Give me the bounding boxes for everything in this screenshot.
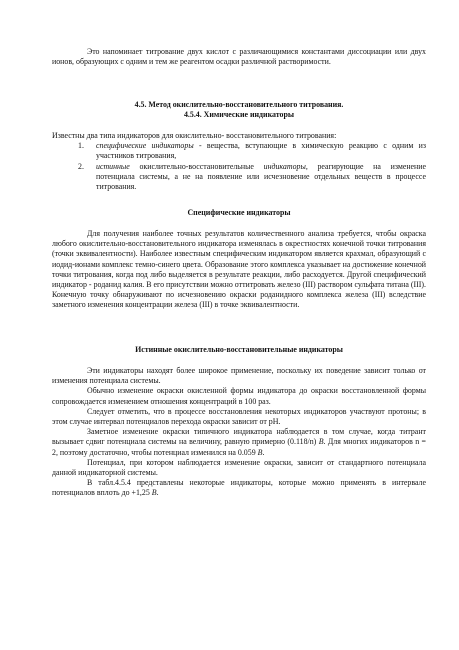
intro-paragraph: Это напоминает титрование двух кислот с различающимися константами диссоциации или двух ионов, образующих с одним и тем же реагентом осадки различной растворимости. bbox=[52, 47, 426, 67]
list-item-text-mid: окислительно-восстановительные bbox=[129, 161, 264, 171]
true-paragraph-5: Потенциал, при котором наблюдается изменение окраски, зависит от стандартного потенциала данной индикаторной системы. bbox=[52, 457, 426, 478]
indicator-types-list bbox=[52, 141, 426, 192]
list-item-text: , реагирующие на изменение потенциала системы, а не на появление или исчезновение отдельных веществ в процессе титрования. bbox=[96, 161, 427, 192]
subsection-heading: 4.5.4. Химические индикаторы bbox=[183, 110, 295, 120]
list-item-term: индикаторы bbox=[263, 161, 306, 171]
true-heading: Истинные окислительно-восстановительные индикаторы bbox=[135, 345, 343, 354]
specific-heading-block bbox=[52, 208, 426, 218]
intro-paragraph-block bbox=[52, 47, 426, 67]
specific-heading: Специфические индикаторы bbox=[187, 208, 291, 217]
unit-volt: В bbox=[257, 447, 263, 457]
text-run: В табл.4.5.4 представлены некоторые индикаторы, которые можно применять в интервале потенциалов вплоть до +1,25 bbox=[52, 478, 426, 498]
true-paragraph-6 bbox=[52, 478, 426, 498]
true-paragraph-2: Обычно изменение окраски окисленной формы индикатора до окраски восстановленной формы сопровождается изменением отношения концентраций в 100 раз. bbox=[52, 386, 426, 406]
specific-paragraph: Для получения наиболее точных результатов количественного анализа требуется, чтобы окраска любого окислительно-восстановительного индикатора изменялась в окрестностях конечной точки титрования (точки эквивалентности). Наиболее известным специфическим индикатором является крахмал, образующий с иодид-ионами комплекс темно-синего цвета. Образование этого комплекса указывает на достижение конечной точки титрования, когда под либо выделяется в результате реакции, либо расходуется. Другой специфический индикатор - роданид калия. В его присутствии можно оттитровать железо (III) раствором сульфата титана (III). Конечную точку обнаруживают по исчезновению окраски роданидного комплекса железа (III) вследствие заметного изменения концентрации железа (III) в точке эквивалентности. bbox=[52, 229, 426, 310]
section-heading-block bbox=[52, 100, 426, 120]
true-paragraph-1: Эти индикаторы находят более широкое применение, поскольку их поведение зависит только от изменения потенциала системы. bbox=[52, 366, 426, 386]
text-run: . bbox=[156, 488, 159, 498]
specific-paragraph-block bbox=[52, 229, 426, 311]
list-item bbox=[52, 162, 426, 193]
list-item-term-prefix: истинные bbox=[96, 161, 130, 171]
unit-volt: В bbox=[318, 437, 324, 447]
text-run: . Для многих индикаторов n = 2, поэтому достаточно, чтобы потенциал изменился на 0.059 bbox=[52, 437, 426, 457]
list-item-text: - вещества, вступающие в химическую реакцию с одним из участников титрования, bbox=[96, 141, 426, 161]
unit-volt: В bbox=[151, 488, 157, 498]
true-indicators-body bbox=[52, 366, 426, 499]
indicator-types-block bbox=[52, 131, 426, 192]
text-run: Заметное изменение окраски типичного индикатора наблюдается в том случае, когда титрант вызывает сдвиг потенциала системы на величину, равную примерно (0.118/n) bbox=[52, 427, 426, 447]
true-paragraph-3: Следует отметить, что в процессе восстановления некоторых индикаторов участвуют протоны; в этом случае интервал потенциалов перехода окраски зависит от pH. bbox=[52, 406, 426, 427]
true-paragraph-4 bbox=[52, 427, 426, 458]
list-item-number: 1. bbox=[78, 141, 84, 151]
text-run: . bbox=[262, 447, 265, 457]
section-heading: 4.5. Метод окислительно-восстановительного титрования. bbox=[134, 100, 344, 109]
true-heading-block bbox=[52, 345, 426, 355]
list-item-number: 2. bbox=[78, 161, 84, 171]
types-intro: Известны два типа индикаторов для окислительно- восстановительного титрования: bbox=[52, 131, 337, 140]
list-item bbox=[52, 141, 426, 161]
list-item-term: специфические индикаторы bbox=[96, 141, 194, 151]
